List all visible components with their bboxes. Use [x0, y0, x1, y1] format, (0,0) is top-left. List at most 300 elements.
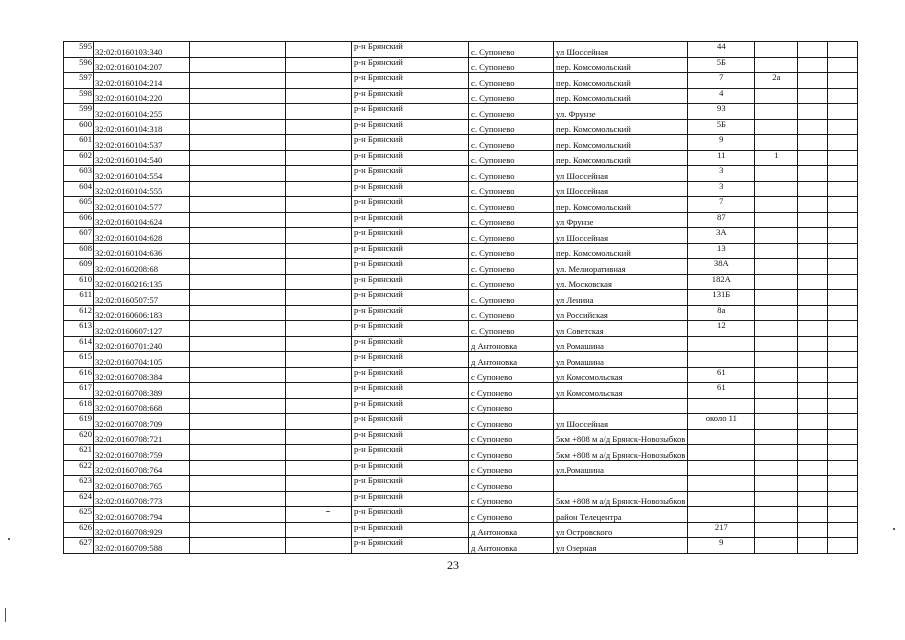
empty-cell: [828, 135, 858, 151]
cadastral-number: 32:02:0160104:555: [94, 181, 190, 197]
house-number-cell: [688, 476, 755, 492]
empty-cell: [190, 538, 286, 554]
empty-cell: [190, 166, 286, 182]
row-number: 614: [64, 336, 94, 352]
street-cell: 5км +808 м а/д Брянск-Новозыбков: [554, 445, 688, 461]
street-cell: ул Ромашина: [554, 336, 688, 352]
street-cell: пер. Комсомольский: [554, 243, 688, 259]
house-number-cell: 8а: [688, 305, 755, 321]
empty-cell: [828, 352, 858, 368]
row-number: 613: [64, 321, 94, 337]
street-cell: ул Шоссейная: [554, 166, 688, 182]
empty-cell: [190, 57, 286, 73]
settlement-cell: с. Супонево: [469, 150, 554, 166]
table-row: [64, 538, 858, 554]
empty-cell: [828, 197, 858, 213]
district-cell: р-н Брянский: [352, 228, 469, 244]
empty-cell: [190, 243, 286, 259]
settlement-cell: с. Супонево: [469, 321, 554, 337]
row-number: 601: [64, 135, 94, 151]
empty-cell: [190, 476, 286, 492]
street-cell: ул Фрунзе: [554, 212, 688, 228]
building-cell: [755, 274, 798, 290]
district-cell: р-н Брянский: [352, 538, 469, 554]
street-cell: ул Ромашина: [554, 352, 688, 368]
building-cell: [755, 414, 798, 430]
building-cell: [755, 181, 798, 197]
empty-cell: [798, 305, 828, 321]
empty-cell: [798, 321, 828, 337]
settlement-cell: с. Супонево: [469, 243, 554, 259]
row-number: 609: [64, 259, 94, 275]
row-number: 610: [64, 274, 94, 290]
street-cell: [554, 398, 688, 414]
street-cell: ул Шоссейная: [554, 42, 688, 58]
house-number-cell: [688, 352, 755, 368]
house-number-cell: 61: [688, 367, 755, 383]
building-cell: [755, 57, 798, 73]
cadastral-number: 32:02:0160104:537: [94, 135, 190, 151]
cadastral-number: 32:02:0160709:588: [94, 538, 190, 554]
settlement-cell: с. Супонево: [469, 305, 554, 321]
empty-cell: [798, 228, 828, 244]
building-cell: [755, 445, 798, 461]
empty-cell: [190, 197, 286, 213]
street-cell: ул Российская: [554, 305, 688, 321]
empty-cell: [286, 42, 352, 58]
district-cell: р-н Брянский: [352, 135, 469, 151]
empty-cell: [286, 166, 352, 182]
building-cell: [755, 197, 798, 213]
building-cell: [755, 429, 798, 445]
settlement-cell: с. Супонево: [469, 181, 554, 197]
empty-cell: [798, 507, 828, 523]
empty-cell: [828, 73, 858, 89]
empty-cell: [828, 445, 858, 461]
street-cell: пер. Комсомольский: [554, 197, 688, 213]
empty-cell: [190, 507, 286, 523]
house-number-cell: 87: [688, 212, 755, 228]
empty-cell: [286, 460, 352, 476]
settlement-cell: с Супонево: [469, 445, 554, 461]
settlement-cell: с Супонево: [469, 460, 554, 476]
empty-cell: [798, 383, 828, 399]
cadastral-number: 32:02:0160104:318: [94, 119, 190, 135]
settlement-cell: с. Супонево: [469, 259, 554, 275]
empty-cell: [286, 135, 352, 151]
building-cell: [755, 243, 798, 259]
empty-cell: [828, 88, 858, 104]
table-row: [64, 166, 858, 182]
empty-cell: [190, 367, 286, 383]
empty-cell: [286, 228, 352, 244]
land-plot-table: [63, 41, 858, 554]
empty-cell: [798, 150, 828, 166]
house-number-cell: 38А: [688, 259, 755, 275]
street-cell: 5км +808 м а/д Брянск-Новозыбков: [554, 429, 688, 445]
empty-cell: [190, 305, 286, 321]
empty-cell: [798, 522, 828, 538]
settlement-cell: д Антоновка: [469, 522, 554, 538]
cadastral-number: 32:02:0160708:759: [94, 445, 190, 461]
cadastral-number: 32:02:0160708:668: [94, 398, 190, 414]
empty-cell: [286, 259, 352, 275]
empty-cell: [286, 290, 352, 306]
empty-cell: [286, 305, 352, 321]
district-cell: р-н Брянский: [352, 150, 469, 166]
settlement-cell: с Супонево: [469, 491, 554, 507]
empty-cell: [190, 491, 286, 507]
empty-cell: [798, 336, 828, 352]
empty-cell: [190, 88, 286, 104]
house-number-cell: 3: [688, 181, 755, 197]
settlement-cell: с. Супонево: [469, 212, 554, 228]
empty-cell: [828, 476, 858, 492]
district-cell: р-н Брянский: [352, 166, 469, 182]
street-cell: ул. Мелиоративная: [554, 259, 688, 275]
empty-cell: [828, 150, 858, 166]
district-cell: р-н Брянский: [352, 522, 469, 538]
empty-cell: [828, 166, 858, 182]
row-number: 600: [64, 119, 94, 135]
scan-speck: [893, 528, 895, 530]
empty-cell: [828, 522, 858, 538]
building-cell: [755, 507, 798, 523]
street-cell: район Телецентра: [554, 507, 688, 523]
row-number: 595: [64, 42, 94, 58]
row-number: 606: [64, 212, 94, 228]
row-number: 597: [64, 73, 94, 89]
table-row: [64, 336, 858, 352]
empty-cell: [190, 460, 286, 476]
row-number: 599: [64, 104, 94, 120]
page-number: 23: [447, 558, 459, 572]
house-number-cell: [688, 398, 755, 414]
table-row: [64, 42, 858, 58]
district-cell: р-н Брянский: [352, 305, 469, 321]
table-row: [64, 57, 858, 73]
settlement-cell: с Супонево: [469, 398, 554, 414]
district-cell: р-н Брянский: [352, 73, 469, 89]
street-cell: ул Ленина: [554, 290, 688, 306]
empty-cell: [190, 321, 286, 337]
cadastral-number: 32:02:0160708:384: [94, 367, 190, 383]
empty-cell: [828, 259, 858, 275]
house-number-cell: около 11: [688, 414, 755, 430]
settlement-cell: с Супонево: [469, 383, 554, 399]
empty-cell: [190, 383, 286, 399]
table-row: [64, 274, 858, 290]
settlement-cell: с Супонево: [469, 429, 554, 445]
district-cell: р-н Брянский: [352, 119, 469, 135]
cadastral-number: 32:02:0160708:764: [94, 460, 190, 476]
row-number: 620: [64, 429, 94, 445]
settlement-cell: с. Супонево: [469, 42, 554, 58]
building-cell: [755, 383, 798, 399]
empty-cell: [190, 414, 286, 430]
empty-cell: [286, 73, 352, 89]
empty-cell: [828, 228, 858, 244]
building-cell: [755, 398, 798, 414]
cadastral-number: 32:02:0160606:183: [94, 305, 190, 321]
empty-cell: [798, 135, 828, 151]
table-row: [64, 476, 858, 492]
empty-cell: [828, 336, 858, 352]
empty-cell: [286, 383, 352, 399]
house-number-cell: [688, 491, 755, 507]
cadastral-number: 32:02:0160704:105: [94, 352, 190, 368]
empty-cell: [286, 321, 352, 337]
row-number: 603: [64, 166, 94, 182]
house-number-cell: 3А: [688, 228, 755, 244]
table-row: [64, 150, 858, 166]
scan-speck: [326, 511, 330, 512]
street-cell: ул Озерная: [554, 538, 688, 554]
building-cell: 1: [755, 150, 798, 166]
house-number-cell: 4: [688, 88, 755, 104]
empty-cell: [190, 104, 286, 120]
table-row: [64, 104, 858, 120]
empty-cell: [828, 429, 858, 445]
house-number-cell: 61: [688, 383, 755, 399]
cadastral-number: 32:02:0160701:240: [94, 336, 190, 352]
settlement-cell: с. Супонево: [469, 197, 554, 213]
street-cell: ул. Московская: [554, 274, 688, 290]
house-number-cell: 9: [688, 135, 755, 151]
building-cell: [755, 522, 798, 538]
settlement-cell: с. Супонево: [469, 274, 554, 290]
cadastral-number: 32:02:0160104:540: [94, 150, 190, 166]
district-cell: р-н Брянский: [352, 88, 469, 104]
settlement-cell: с. Супонево: [469, 290, 554, 306]
empty-cell: [798, 274, 828, 290]
house-number-cell: 11: [688, 150, 755, 166]
empty-cell: [828, 507, 858, 523]
row-number: 616: [64, 367, 94, 383]
table-row: [64, 414, 858, 430]
empty-cell: [798, 538, 828, 554]
house-number-cell: 44: [688, 42, 755, 58]
empty-cell: [286, 429, 352, 445]
empty-cell: [286, 352, 352, 368]
empty-cell: [798, 119, 828, 135]
settlement-cell: с. Супонево: [469, 135, 554, 151]
row-number: 625: [64, 507, 94, 523]
house-number-cell: 93: [688, 104, 755, 120]
empty-cell: [798, 197, 828, 213]
district-cell: р-н Брянский: [352, 42, 469, 58]
street-cell: ул. Фрунзе: [554, 104, 688, 120]
empty-cell: [798, 352, 828, 368]
settlement-cell: с. Супонево: [469, 228, 554, 244]
street-cell: ул Шоссейная: [554, 228, 688, 244]
empty-cell: [828, 460, 858, 476]
street-cell: пер. Комсомольский: [554, 57, 688, 73]
row-number: 602: [64, 150, 94, 166]
empty-cell: [798, 460, 828, 476]
empty-cell: [828, 274, 858, 290]
district-cell: р-н Брянский: [352, 352, 469, 368]
table-row: [64, 398, 858, 414]
settlement-cell: д Антоновка: [469, 352, 554, 368]
empty-cell: [828, 57, 858, 73]
cadastral-number: 32:02:0160104:207: [94, 57, 190, 73]
cadastral-number: 32:02:0160104:577: [94, 197, 190, 213]
table-row: [64, 445, 858, 461]
empty-cell: [798, 445, 828, 461]
empty-cell: [190, 352, 286, 368]
building-cell: 2а: [755, 73, 798, 89]
settlement-cell: с Супонево: [469, 476, 554, 492]
building-cell: [755, 104, 798, 120]
cadastral-number: 32:02:0160708:773: [94, 491, 190, 507]
table-row: [64, 460, 858, 476]
cadastral-number: 32:02:0160708:794: [94, 507, 190, 523]
district-cell: р-н Брянский: [352, 383, 469, 399]
street-cell: ул Шоссейная: [554, 181, 688, 197]
table-row: [64, 73, 858, 89]
table-row: [64, 181, 858, 197]
empty-cell: [286, 88, 352, 104]
building-cell: [755, 305, 798, 321]
row-number: 607: [64, 228, 94, 244]
row-number: 611: [64, 290, 94, 306]
district-cell: р-н Брянский: [352, 429, 469, 445]
cadastral-number: 32:02:0160104:624: [94, 212, 190, 228]
street-cell: ул Советская: [554, 321, 688, 337]
table-row: [64, 429, 858, 445]
district-cell: р-н Брянский: [352, 181, 469, 197]
empty-cell: [286, 476, 352, 492]
settlement-cell: с Супонево: [469, 507, 554, 523]
empty-cell: [828, 538, 858, 554]
empty-cell: [190, 398, 286, 414]
building-cell: [755, 460, 798, 476]
street-cell: пер. Комсомольский: [554, 73, 688, 89]
building-cell: [755, 476, 798, 492]
row-number: 623: [64, 476, 94, 492]
street-cell: пер. Комсомольский: [554, 135, 688, 151]
table-row: [64, 228, 858, 244]
building-cell: [755, 352, 798, 368]
cadastral-number: 32:02:0160103:340: [94, 42, 190, 58]
street-cell: пер. Комсомольский: [554, 150, 688, 166]
row-number: 626: [64, 522, 94, 538]
district-cell: р-н Брянский: [352, 197, 469, 213]
empty-cell: [190, 445, 286, 461]
cadastral-number: 32:02:0160708:721: [94, 429, 190, 445]
house-number-cell: 5Б: [688, 119, 755, 135]
house-number-cell: [688, 507, 755, 523]
building-cell: [755, 321, 798, 337]
empty-cell: [190, 150, 286, 166]
empty-cell: [798, 166, 828, 182]
building-cell: [755, 259, 798, 275]
settlement-cell: с. Супонево: [469, 57, 554, 73]
row-number: 624: [64, 491, 94, 507]
empty-cell: [286, 57, 352, 73]
district-cell: р-н Брянский: [352, 259, 469, 275]
empty-cell: [828, 243, 858, 259]
settlement-cell: с Супонево: [469, 414, 554, 430]
empty-cell: [286, 445, 352, 461]
street-cell: ул.Ромашина: [554, 460, 688, 476]
empty-cell: [828, 367, 858, 383]
settlement-cell: с. Супонево: [469, 119, 554, 135]
house-number-cell: 13: [688, 243, 755, 259]
cadastral-number: 32:02:0160708:709: [94, 414, 190, 430]
empty-cell: [828, 290, 858, 306]
district-cell: р-н Брянский: [352, 57, 469, 73]
building-cell: [755, 166, 798, 182]
table-row: [64, 367, 858, 383]
empty-cell: [828, 321, 858, 337]
empty-cell: [798, 243, 828, 259]
empty-cell: [798, 88, 828, 104]
settlement-cell: д Антоновка: [469, 336, 554, 352]
settlement-cell: с Супонево: [469, 367, 554, 383]
building-cell: [755, 119, 798, 135]
building-cell: [755, 491, 798, 507]
empty-cell: [828, 414, 858, 430]
empty-cell: [286, 507, 352, 523]
building-cell: [755, 135, 798, 151]
empty-cell: [190, 259, 286, 275]
empty-cell: [190, 429, 286, 445]
empty-cell: [286, 491, 352, 507]
settlement-cell: с. Супонево: [469, 88, 554, 104]
empty-cell: [828, 383, 858, 399]
table-row: [64, 290, 858, 306]
cadastral-number: 32:02:0160104:628: [94, 228, 190, 244]
empty-cell: [286, 243, 352, 259]
empty-cell: [798, 212, 828, 228]
house-number-cell: [688, 460, 755, 476]
empty-cell: [190, 42, 286, 58]
cadastral-number: 32:02:0160104:214: [94, 73, 190, 89]
empty-cell: [190, 181, 286, 197]
cadastral-number: 32:02:0160607:127: [94, 321, 190, 337]
district-cell: р-н Брянский: [352, 212, 469, 228]
house-number-cell: 131Б: [688, 290, 755, 306]
district-cell: р-н Брянский: [352, 476, 469, 492]
building-cell: [755, 42, 798, 58]
building-cell: [755, 88, 798, 104]
house-number-cell: [688, 445, 755, 461]
table-row: [64, 212, 858, 228]
empty-cell: [798, 367, 828, 383]
row-number: 598: [64, 88, 94, 104]
district-cell: р-н Брянский: [352, 491, 469, 507]
empty-cell: [286, 414, 352, 430]
district-cell: р-н Брянский: [352, 445, 469, 461]
house-number-cell: [688, 336, 755, 352]
row-number: 617: [64, 383, 94, 399]
cadastral-number: 32:02:0160208:68: [94, 259, 190, 275]
empty-cell: [798, 414, 828, 430]
house-number-cell: 7: [688, 197, 755, 213]
settlement-cell: с. Супонево: [469, 104, 554, 120]
cadastral-number: 32:02:0160507:57: [94, 290, 190, 306]
empty-cell: [190, 135, 286, 151]
empty-cell: [286, 197, 352, 213]
house-number-cell: 12: [688, 321, 755, 337]
table-row: [64, 352, 858, 368]
street-cell: пер. Комсомольский: [554, 88, 688, 104]
street-cell: ул Комсомольская: [554, 367, 688, 383]
house-number-cell: 5Б: [688, 57, 755, 73]
district-cell: р-н Брянский: [352, 398, 469, 414]
